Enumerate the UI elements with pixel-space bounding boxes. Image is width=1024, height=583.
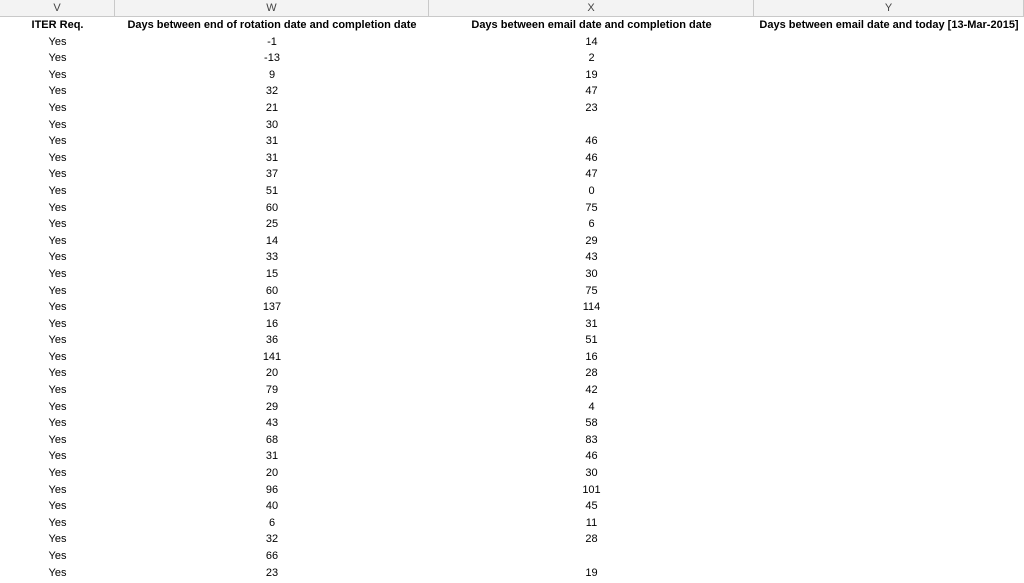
cell-days-email-completion[interactable]: 31	[585, 317, 598, 330]
cell-days-rotation-completion[interactable]: 60	[265, 284, 279, 297]
cell-days-rotation-completion[interactable]: -1	[267, 35, 277, 48]
cell-days-rotation-completion[interactable]: 32	[265, 533, 279, 546]
cell-days-rotation-completion[interactable]: 36	[265, 334, 279, 347]
table-row	[0, 67, 1024, 84]
cell-days-email-today[interactable]	[754, 448, 1024, 465]
table-row	[0, 183, 1024, 200]
cell-days-email-today[interactable]	[754, 415, 1024, 432]
cell-days-rotation-completion[interactable]: 66	[265, 550, 279, 562]
table-row	[0, 465, 1024, 482]
table-row	[0, 448, 1024, 465]
cell-iter-req[interactable]: Yes	[48, 516, 67, 529]
cell-days-rotation-completion[interactable]: 20	[265, 467, 279, 480]
cell-days-rotation-completion[interactable]: 6	[268, 516, 276, 529]
cell-days-email-today[interactable]	[754, 283, 1024, 300]
cell-days-rotation-completion[interactable]: 16	[265, 317, 279, 330]
cell-days-email-completion[interactable]: 43	[585, 251, 598, 264]
table-row	[0, 332, 1024, 349]
cell-days-rotation-completion[interactable]: 15	[265, 267, 279, 280]
cell-days-rotation-completion[interactable]: 31	[265, 450, 279, 463]
table-row	[0, 415, 1024, 432]
cell-days-email-completion[interactable]: 46	[585, 135, 598, 148]
cell-days-email-today[interactable]	[754, 166, 1024, 183]
cell-iter-req[interactable]: Yes	[48, 118, 67, 131]
cell-days-email-completion[interactable]: 51	[585, 334, 598, 347]
cell-days-email-completion[interactable]: 75	[585, 201, 598, 214]
cell-days-rotation-completion[interactable]: 30	[265, 118, 279, 131]
cell-days-email-today[interactable]	[754, 482, 1024, 499]
cell-days-email-today[interactable]	[754, 498, 1024, 515]
cell-days-email-completion[interactable]	[429, 117, 754, 134]
table-row	[0, 548, 1024, 565]
cell-days-email-completion[interactable]: 46	[585, 450, 598, 463]
cell-iter-req[interactable]: Yes	[48, 52, 67, 65]
cell-iter-req[interactable]: Yes	[48, 450, 67, 463]
cell-days-email-today[interactable]	[754, 399, 1024, 416]
cell-days-rotation-completion[interactable]: 137	[262, 301, 282, 314]
cell-days-email-today[interactable]	[754, 565, 1024, 582]
cell-iter-req[interactable]: Yes	[48, 251, 67, 264]
cell-iter-req[interactable]: Yes	[48, 68, 67, 81]
cell-days-rotation-completion[interactable]: 68	[265, 433, 279, 446]
column-header-bar	[0, 0, 1024, 17]
cell-days-email-completion[interactable]: 16	[585, 350, 598, 363]
cell-days-email-completion[interactable]: 19	[585, 68, 598, 81]
cell-days-email-completion[interactable]: 47	[585, 85, 598, 98]
cell-iter-req[interactable]: Yes	[48, 350, 67, 363]
column-header-v[interactable]: V	[0, 0, 115, 16]
cell-days-rotation-completion[interactable]: 9	[268, 68, 276, 81]
cell-iter-req[interactable]: Yes	[48, 218, 67, 231]
cell-days-email-completion[interactable]: 101	[582, 483, 601, 496]
table-row	[0, 482, 1024, 499]
cell-days-rotation-completion[interactable]: 43	[265, 417, 279, 430]
table-row	[0, 432, 1024, 449]
cell-days-rotation-completion[interactable]: 51	[265, 184, 279, 197]
cell-days-email-today[interactable]	[754, 266, 1024, 283]
cell-iter-req[interactable]: Yes	[48, 500, 67, 513]
cell-iter-req[interactable]: Yes	[48, 284, 67, 297]
cell-days-email-today[interactable]	[754, 117, 1024, 134]
cell-days-email-completion[interactable]: 46	[585, 151, 598, 164]
header-cell-days-email-today[interactable]: Days between email date and today [13-Mar-2015]	[759, 19, 1019, 31]
table-row	[0, 200, 1024, 217]
cell-iter-req[interactable]: Yes	[48, 301, 67, 314]
cell-days-email-today[interactable]	[754, 183, 1024, 200]
cell-iter-req[interactable]: Yes	[48, 533, 67, 546]
table-row	[0, 299, 1024, 316]
cell-days-email-today[interactable]	[754, 465, 1024, 482]
cell-iter-req[interactable]: Yes	[48, 400, 67, 413]
cell-days-email-today[interactable]	[754, 349, 1024, 366]
table-row	[0, 316, 1024, 333]
cell-days-email-completion[interactable]: 28	[585, 367, 598, 380]
cell-iter-req[interactable]: Yes	[48, 135, 67, 148]
cell-iter-req[interactable]: Yes	[48, 35, 67, 48]
table-row	[0, 34, 1024, 51]
cell-days-email-today[interactable]	[754, 233, 1024, 250]
table-row	[0, 117, 1024, 134]
cell-days-rotation-completion[interactable]: 141	[262, 350, 282, 363]
table-row	[0, 166, 1024, 183]
cell-iter-req[interactable]: Yes	[48, 85, 67, 98]
cell-days-email-today[interactable]	[754, 299, 1024, 316]
cell-iter-req[interactable]: Yes	[48, 334, 67, 347]
cell-days-rotation-completion[interactable]: 31	[265, 151, 279, 164]
cell-iter-req[interactable]: Yes	[48, 151, 67, 164]
table-row	[0, 216, 1024, 233]
cell-days-email-completion[interactable]: 6	[588, 218, 595, 231]
cell-days-email-today[interactable]	[754, 548, 1024, 565]
cell-days-email-completion[interactable]: 30	[585, 467, 598, 480]
cell-days-email-completion[interactable]: 83	[585, 433, 598, 446]
cell-days-email-today[interactable]	[754, 332, 1024, 349]
table-row	[0, 531, 1024, 548]
cell-days-email-completion[interactable]: 23	[585, 101, 598, 114]
cell-days-email-today[interactable]	[754, 365, 1024, 382]
cell-days-email-completion[interactable]: 4	[588, 400, 595, 413]
cell-days-rotation-completion[interactable]: 79	[265, 384, 279, 397]
cell-iter-req[interactable]: Yes	[48, 433, 67, 446]
table-row	[0, 349, 1024, 366]
cell-days-email-today[interactable]	[754, 67, 1024, 84]
column-header-y[interactable]: Y	[754, 0, 1024, 16]
table-row	[0, 565, 1024, 582]
cell-iter-req[interactable]: Yes	[48, 550, 67, 562]
cell-days-rotation-completion[interactable]: 33	[265, 251, 279, 264]
cell-days-email-completion[interactable]: 45	[585, 500, 598, 513]
table-row	[0, 498, 1024, 515]
cell-iter-req[interactable]: Yes	[48, 384, 67, 397]
table-row	[0, 133, 1024, 150]
table-row	[0, 83, 1024, 100]
cell-days-email-today[interactable]	[754, 216, 1024, 233]
cell-days-email-completion[interactable]: 42	[585, 384, 598, 397]
cell-days-email-completion[interactable]: 0	[588, 184, 595, 197]
cell-days-rotation-completion[interactable]: 60	[265, 201, 279, 214]
cell-iter-req[interactable]: Yes	[48, 168, 67, 181]
table-row	[0, 382, 1024, 399]
table-row	[0, 283, 1024, 300]
table-row	[0, 50, 1024, 67]
table-row	[0, 266, 1024, 283]
header-cell-days-email-completion[interactable]: Days between email date and completion date	[471, 19, 712, 31]
header-cell-iter-req[interactable]: ITER Req.	[31, 19, 84, 31]
header-row	[0, 17, 1024, 34]
cell-iter-req[interactable]: Yes	[48, 417, 67, 430]
cell-days-email-completion[interactable]: 19	[585, 566, 598, 579]
cell-days-rotation-completion[interactable]: 37	[265, 168, 279, 181]
column-header-x[interactable]: X	[429, 0, 754, 16]
cell-days-email-completion[interactable]: 29	[585, 234, 598, 247]
table-row	[0, 365, 1024, 382]
cell-days-email-completion[interactable]: 28	[585, 533, 598, 546]
cell-days-email-today[interactable]	[754, 200, 1024, 217]
cell-iter-req[interactable]: Yes	[48, 184, 67, 197]
cell-days-email-today[interactable]	[754, 531, 1024, 548]
table-row	[0, 249, 1024, 266]
cell-days-email-today[interactable]	[754, 83, 1024, 100]
cell-days-email-completion[interactable]: 2	[588, 52, 595, 65]
cell-days-email-completion[interactable]: 75	[585, 284, 598, 297]
cell-iter-req[interactable]: Yes	[48, 566, 67, 579]
cell-days-rotation-completion[interactable]: 96	[265, 483, 279, 496]
cell-days-email-today[interactable]	[754, 382, 1024, 399]
header-cell-days-rotation-completion[interactable]: Days between end of rotation date and completion date	[127, 19, 417, 31]
cell-days-rotation-completion[interactable]: 23	[265, 566, 279, 579]
cell-iter-req[interactable]: Yes	[48, 467, 67, 480]
table-row	[0, 100, 1024, 117]
cell-days-email-today[interactable]	[754, 249, 1024, 266]
table-row	[0, 515, 1024, 532]
cell-days-email-today[interactable]	[754, 150, 1024, 167]
cell-days-rotation-completion[interactable]: 25	[265, 218, 279, 231]
cell-iter-req[interactable]: Yes	[48, 234, 67, 247]
cell-days-email-today[interactable]	[754, 432, 1024, 449]
cell-iter-req[interactable]: Yes	[48, 101, 67, 114]
cell-iter-req[interactable]: Yes	[48, 483, 67, 496]
cell-days-email-completion[interactable]: 58	[585, 417, 598, 430]
cell-days-email-today[interactable]	[754, 515, 1024, 532]
cell-days-email-today[interactable]	[754, 50, 1024, 67]
cell-days-email-today[interactable]	[754, 316, 1024, 333]
cell-days-rotation-completion[interactable]: 29	[265, 400, 279, 413]
cell-days-email-completion[interactable]: 11	[585, 516, 598, 529]
cell-days-email-completion[interactable]: 114	[582, 301, 601, 314]
cell-days-rotation-completion[interactable]: 20	[265, 367, 279, 380]
table-row	[0, 399, 1024, 416]
column-header-w[interactable]: W	[115, 0, 429, 16]
cell-days-rotation-completion[interactable]: 40	[265, 500, 279, 513]
cell-days-email-today[interactable]	[754, 34, 1024, 51]
cell-iter-req[interactable]: Yes	[48, 317, 67, 330]
cell-iter-req[interactable]: Yes	[48, 201, 67, 214]
cell-days-email-today[interactable]	[754, 100, 1024, 117]
table-row	[0, 150, 1024, 167]
cell-days-rotation-completion[interactable]: 14	[265, 234, 279, 247]
cell-days-email-completion[interactable]	[429, 548, 754, 565]
cell-days-email-completion[interactable]: 47	[585, 168, 598, 181]
cell-days-rotation-completion[interactable]: -13	[264, 52, 280, 65]
cell-days-email-completion[interactable]: 30	[585, 267, 598, 280]
cell-days-email-today[interactable]	[754, 133, 1024, 150]
data-rows	[0, 34, 1024, 582]
table-row	[0, 233, 1024, 250]
cell-days-rotation-completion[interactable]: 21	[265, 101, 279, 114]
cell-days-rotation-completion[interactable]: 31	[265, 135, 279, 148]
cell-iter-req[interactable]: Yes	[48, 267, 67, 280]
cell-days-rotation-completion[interactable]: 32	[265, 85, 279, 98]
cell-iter-req[interactable]: Yes	[48, 367, 67, 380]
cell-days-email-completion[interactable]: 14	[585, 35, 598, 48]
